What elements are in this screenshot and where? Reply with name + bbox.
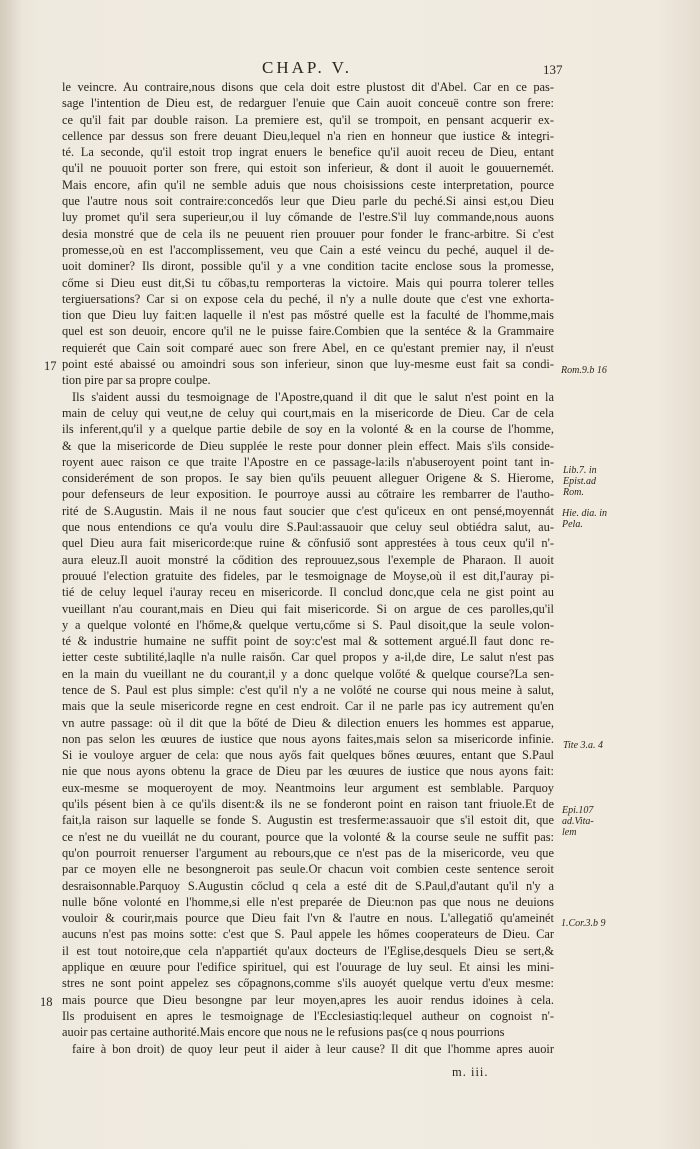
text-line: eux-mesme se moqueroyent de moy. Neantmoins leur argument est semblable. Parquoy bbox=[62, 780, 554, 795]
text-line: le veincre. Au contraire,nous disons que cela doit estre plustost dit d'Abel. Car en ce pas- bbox=[62, 80, 554, 94]
text-line: tence de S. Paul est plus simple: c'est qu'il n'y a ne volőté ne course qui nous meine à salut, bbox=[62, 682, 554, 697]
text-line: Mais encore, afin qu'il ne semble aduis que nous choisissions ceste interpretation, pource bbox=[62, 177, 554, 192]
margin-note: Rom.9.b 16 bbox=[561, 365, 607, 376]
text-line: mais pource que Dieu besongne par leur moyen,apres les auoir rendus idoines à cela. bbox=[62, 992, 554, 1007]
text-line: ce n'est ne du vueillát ne du courant, pource que la volonté & la course seule ne suffit pas: bbox=[62, 829, 554, 844]
text-line: tergiuersations? Car si on expose cela du peché, il n'y a nulle doute que c'est vne exhorta- bbox=[62, 291, 554, 306]
text-line: qu'on pourroit renuerser l'argument au rebours,que ce n'est pas de la misericorde, veu que bbox=[62, 845, 554, 860]
text-line: vn autre passage: où il dit que la bőté de Dieu & dilection enuers les hommes est apparue, bbox=[62, 715, 554, 730]
text-line: cőme si Dieu eust dit,Si tu cőbas,tu remporteras la victoire. Mais qui pourra tolerer telles bbox=[62, 275, 554, 290]
page-fold-shadow bbox=[0, 0, 22, 1149]
text-line: faire à bon droit) de quoy leur peut il aider à leur cause? Il dit que l'homme apres auoir bbox=[72, 1041, 554, 1056]
text-line: Ils produisent en apres le tesmoignage de l'Ecclesiastiq:lequel autheur on cognoist n'- bbox=[62, 1008, 554, 1023]
text-line: requierét que Cain soit comparé auec son frere Abel, en ce qu'estant premier nay, il n'eust bbox=[62, 340, 554, 355]
text-line: par ce moyen elle ne besongneroit pas seule.Or chacun voit combien ceste sentence seroit bbox=[62, 862, 554, 877]
text-line: il est tout notoire,que cela n'appartiét qu'aux docteurs de l'Eglise,desquels Dieu se sert,& bbox=[62, 943, 554, 958]
text-line: tion pire par sa propre coulpe. bbox=[62, 373, 211, 388]
text-line: té. La seconde, qu'il estoit trop ingrat enuers le benefice qu'il auoit receu de Dieu, entant bbox=[62, 145, 554, 160]
text-line: que l'autre nous soit contraire:concedős leur que Dieu parle du peché.Si ainsi est,ou Dieu bbox=[62, 194, 554, 209]
text-line: vouloir & courir,mais pource que Dieu fait l'vn & l'autre en nous. L'allegatiő qu'ameinét bbox=[62, 911, 554, 926]
text-line: desia monstré que de cela ils ne peuuent rien prouuer pour fonder le franc-arbitre. Si c'est bbox=[62, 226, 554, 241]
text-line: prouué l'election gratuite des fideles, par le tesmoignage de Moyse,où il est dit,I'auray pi- bbox=[62, 568, 554, 583]
text-line: fait,la raison sur laquelle se fonde S. Augustin est tresferme:assauoir que s'il estoit dit, que bbox=[62, 813, 554, 828]
text-line: y a quelque volonté en l'hőme,& quelque vertu,cőme si S. Paul disoit,que la seule volon- bbox=[62, 617, 554, 632]
text-line: auoir pas certaine authorité.Mais encore que nous ne le refusions pas(ce q nous pourrions bbox=[62, 1025, 505, 1040]
text-line: ils inferent,qu'il y a quelque partie debile de soy en la volonté & en la course de l'homme, bbox=[62, 422, 554, 437]
body-text bbox=[62, 79, 554, 1057]
text-line: cellence par dessus son frere deuant Dieu,lequel n'a rien en honneur que iustice & integri- bbox=[62, 128, 554, 143]
text-line: Si ie vouloye arguer de cela: que nous ayős fait quelques bőnes œuures, entant que S.Paul bbox=[62, 748, 554, 763]
text-line: applique en œuure pour l'edifice spirituel, qui est l'ouurage de luy seul. Et ainsi les mini- bbox=[62, 960, 554, 975]
text-line: main de celuy qui veut,ne de celuy qui court,mais en la misericorde de Dieu. Car de cela bbox=[62, 405, 554, 420]
text-line: que nous entendions ce qu'a voulu dire S.Paul:assauoir que celuy seul obtiédra salut, au- bbox=[62, 520, 554, 535]
text-line: uoit dominer? Ils diront, possible qu'il y a vne condition tacite enclose sous la promesse, bbox=[62, 259, 554, 274]
text-line: ce qu'il fait par double raison. La premiere est, qu'il se trompoit, en pensant acquerir ex- bbox=[62, 112, 554, 127]
text-line: aura eleuz.Il auoit monstré la cődition des reprouuez,sous l'exemple de Pharaon. Il auoit bbox=[62, 552, 554, 567]
text-line: stres ne sont point appelez ses cőpagnons,comme s'ils auoyét quelque vertu d'eux mesme: bbox=[62, 976, 554, 991]
text-line: promesse,où en est l'accomplissement, veu que Cain a esté veincu du peché, auquel il de- bbox=[62, 242, 554, 257]
text-line: vueillant n'au courant,mais en Dieu qui fait misericorde. Si on argue de ces parolles,qu'il bbox=[62, 601, 554, 616]
text-line: tié de celuy lequel i'auray receu en misericorde. Il conclud donc,que cela ne gist point au bbox=[62, 585, 554, 600]
text-line: non pas selon les œuures de iustice que nous ayons faites,mais selon sa misericorde infinie. bbox=[62, 731, 554, 746]
text-line: nulle bőne volonté en l'homme,si elle n'est preparée de Dieu:non pas que nous ne deuions bbox=[62, 894, 554, 909]
text-line: quel est son deuoir, encore qu'il ne le puisse faire.Combien que la sentéce & la Grammaire bbox=[62, 324, 554, 339]
text-line: quel Dieu aura fait misericorde:que ruine & cőnfusiő sont apprestées à tous ceux qu'il n'- bbox=[62, 536, 554, 551]
margin-note: Hie. dia. in Pela. bbox=[562, 508, 607, 530]
margin-note: Lib.7. in Epist.ad Rom. bbox=[563, 465, 597, 498]
text-line: desraisonnable.Parquoy S.Augustin cőclud q cela a esté dit de S.Paul,d'autant qu'il n'y a bbox=[62, 878, 554, 893]
paragraph-number: 18 bbox=[40, 995, 53, 1009]
text-line: ietter ceste subtilité,laqlle n'a nulle raisőn. Car quel propos y a-il,de dire, Le salut n'est pas bbox=[62, 650, 554, 665]
text-line: point esté abaissé ou amoindri sous son inferieur, sinon que luy-mesme eust fait sa condi- bbox=[62, 357, 554, 372]
text-line: qu'ils pésent bien à ce qu'ils disent:& ils ne se fonderont point en raison tant friuole.Et de bbox=[62, 797, 554, 812]
text-line: qu'il ne pouuoit porter son frere, qui estoit son inferieur, & dont il auoit le gouuernemét. bbox=[62, 161, 554, 176]
text-line: aucuns n'est pas moins sotte: c'est que S. Paul appele les hőmes cooperateurs de Dieu. Car bbox=[62, 927, 554, 942]
text-line: pour defenseurs de leur exposition. Ie pourroye aussi au cőtraire les rembarrer de l'autho- bbox=[62, 487, 554, 502]
margin-note: Tite 3.a. 4 bbox=[563, 740, 604, 751]
margin-note: Epi.107 ad.Vita- lem bbox=[562, 805, 594, 838]
text-line: rité de S.Augustin. Mais il ne nous faut soucier que c'est qu'iceux en ont pensé,moyennát bbox=[62, 503, 554, 518]
text-line: Ils s'aident aussi du tesmoignage de l'Apostre,quand il dit que le salut n'est point en la bbox=[72, 389, 554, 404]
text-line: té & industrie humaine ne suffit point de soy:c'est mal & sottement argué.Il faut donc re- bbox=[62, 634, 554, 649]
paragraph-number: 17 bbox=[44, 359, 57, 373]
text-line: considerément de son propos. Ie say bien qu'ils peuuent alleguer Origene & S. Hierome, bbox=[62, 471, 554, 486]
text-line: sage l'intention de Dieu est, de redarguer l'enuie que Cain auoit conceuë contre son frere: bbox=[62, 96, 554, 111]
text-line: en la main du vueillant ne du courant,il y a donc quelque volőté & quelque course?La sen- bbox=[62, 666, 554, 681]
text-line: mais que la seule misericorde regne en cest endroit. Car il ne parle pas icy autrement qu'en bbox=[62, 699, 554, 714]
text-line: tion que Dieu luy fait:en laquelle il n'est pas mőstré quelle est la faculté de l'homme,mais bbox=[62, 308, 554, 323]
text-line: royent auec raison ce que traite l'Apostre en ce passage-la:ils n'abuseroyent point tant in- bbox=[62, 454, 554, 469]
text-line: nie que nous ayons obtenu la grace de Dieu par les œuures de iustice que nous ayons fait: bbox=[62, 764, 554, 779]
page-number: 137 bbox=[543, 62, 563, 77]
margin-note: 1.Cor.3.b 9 bbox=[561, 918, 606, 929]
text-line: luy promet qu'il sera superieur,ou il luy cőmande de l'estre.S'il luy commande,nous auons bbox=[62, 210, 554, 225]
text-line: & que la misericorde de Dieu supplée le reste pour donner plein effect. Mais s'ils conside- bbox=[62, 438, 554, 453]
running-title: CHAP. V. bbox=[262, 58, 352, 77]
signature-mark: m. iii. bbox=[452, 1065, 489, 1079]
